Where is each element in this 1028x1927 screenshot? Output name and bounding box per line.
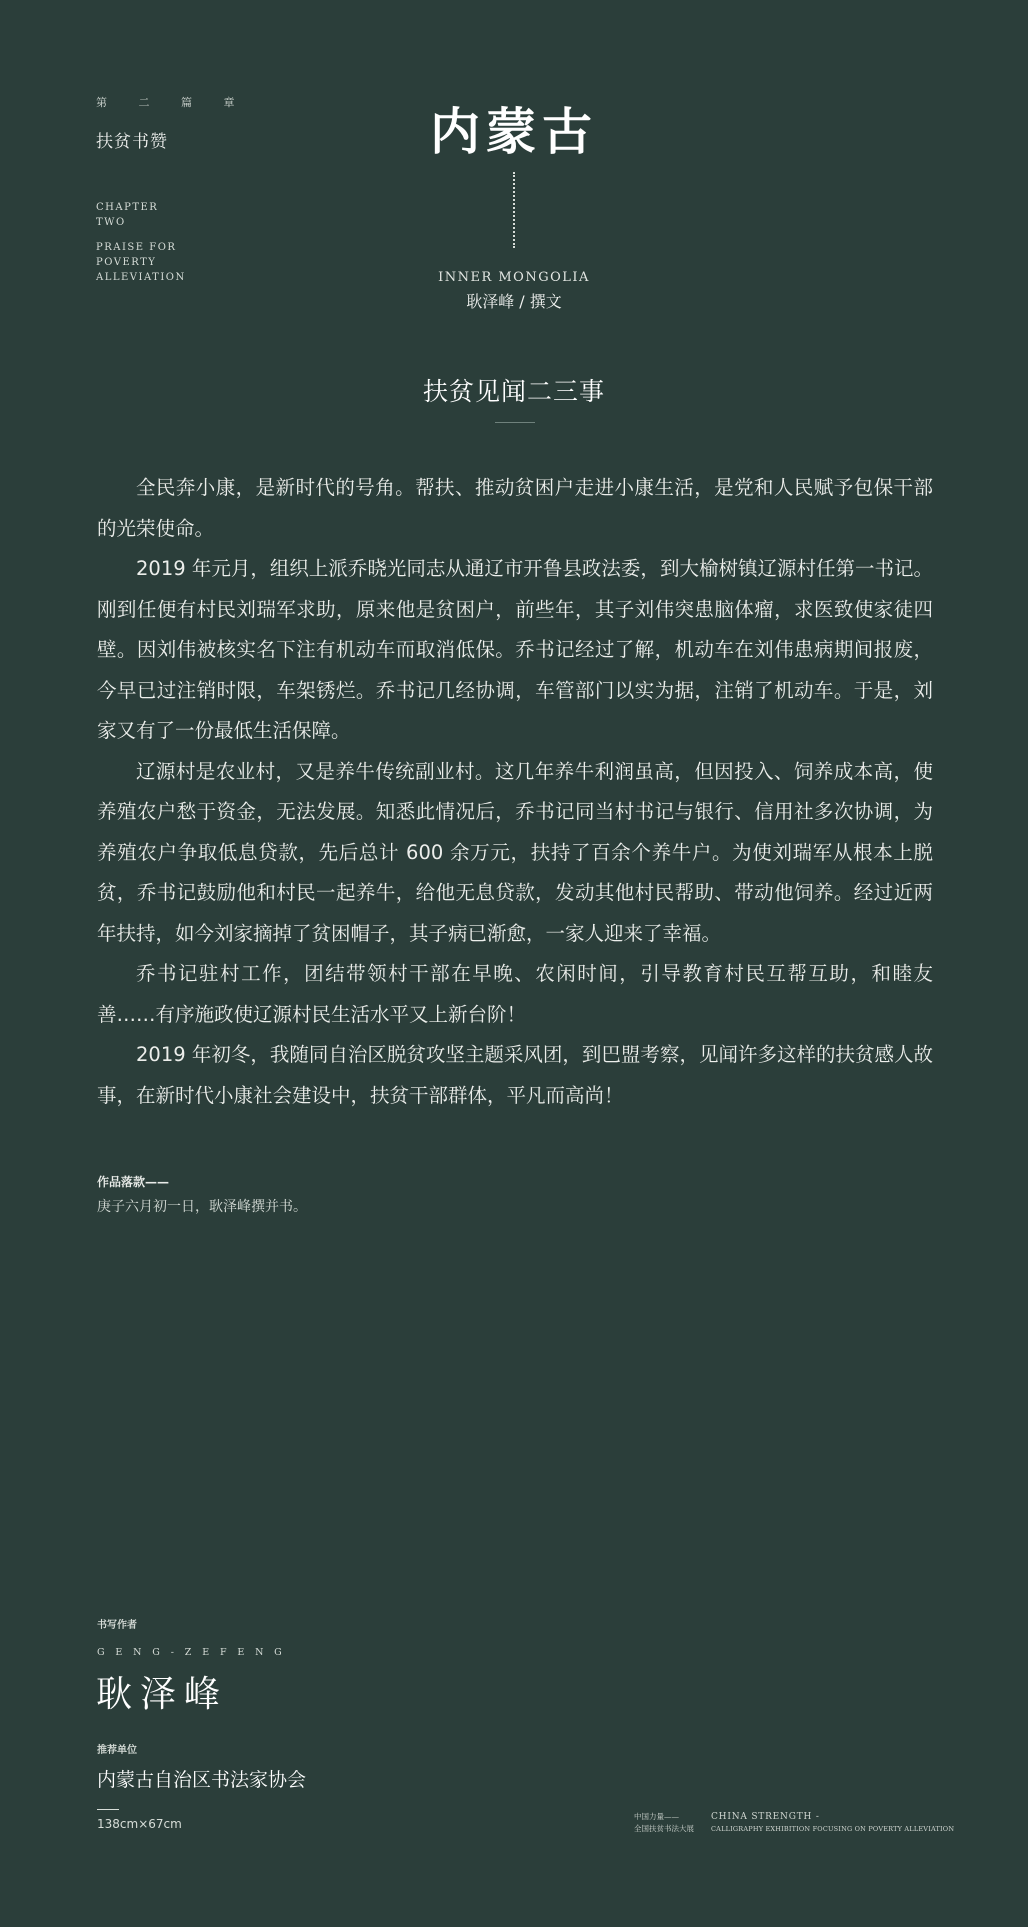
article-paragraph: 2019 年元月，组织上派乔晓光同志从通辽市开鲁县政法委，到大榆树镇辽源村任第一书记。刚到任便有村民刘瑞军求助，原来他是贫困户，前些年，其子刘伟突患脑体瘤，求医致使家徒四壁。因刘伟被核实名下注有机动车而取消低保。乔书记经过了解，机动车在刘伟患病期间报废，今早已过注销时限，车架锈烂。乔书记几经协调，车管部门以实为据，注销了机动车。于是，刘家又有了一份最低生活保障。	[97, 557, 933, 742]
title-divider	[495, 422, 535, 423]
section-title-en-line: PRAISE FOR	[96, 242, 177, 253]
article-body	[97, 468, 933, 1116]
chapter-label-line: TWO	[96, 217, 126, 228]
province-title-en: INNER MONGOLIA	[438, 270, 590, 285]
brand-en-line: CHINA STRENGTH -	[711, 1812, 820, 1822]
article-paragraph: 全民奔小康，是新时代的号角。帮扶、推动贫困户走进小康生活，是党和人民赋予包保干部的光荣使命。	[97, 476, 933, 540]
chapter-number-cn: 第 二 篇 章	[96, 96, 249, 109]
province-title: 内蒙古	[430, 102, 598, 161]
dotted-divider	[513, 172, 515, 248]
article-paragraph: 辽源村是农业村，又是养牛传统副业村。这几年养牛利润虽高，但因投入、饲养成本高，使养殖农户愁于资金，无法发展。知悉此情况后，乔书记同当村书记与银行、信用社多次协调，为养殖农户争取低息贷款，先后总计 600 余万元，扶持了百余个养牛户。为使刘瑞军从根本上脱贫，乔书记鼓励他和村民一起养牛，给他无息贷款，发动其他村民帮助、带动他饲养。经过近两年扶持，如今刘家摘掉了贫困帽子，其子病已渐愈，一家人迎来了幸福。	[97, 759, 933, 945]
size-divider	[97, 1809, 119, 1810]
author-byline: 耿泽峰 / 撰文	[466, 292, 562, 311]
inscription-text: 庚子六月初一日，耿泽峰撰并书。	[97, 1199, 307, 1215]
section-title: 扶贫书赞	[96, 132, 168, 152]
brand-en-line: CALLIGRAPHY EXHIBITION FOCUSING ON POVERTY ALLEVIATION	[711, 1825, 955, 1833]
chapter-label-en	[96, 200, 158, 230]
brand-cn-line: 中国力量——	[634, 1812, 679, 1821]
author-label: 书写作者	[97, 1620, 137, 1631]
article-title: 扶贫见闻二三事	[422, 377, 605, 406]
recommend-label: 推荐单位	[97, 1745, 137, 1756]
author-name: 耿泽峰	[96, 1674, 229, 1715]
exhibition-brand-cn	[634, 1811, 694, 1835]
section-title-en-line: ALLEVIATION	[96, 272, 186, 283]
brand-cn-line: 全国扶贫书法大展	[634, 1824, 694, 1833]
work-size: 138cm×67cm	[97, 1817, 182, 1831]
exhibition-brand-en	[711, 1811, 954, 1835]
article-paragraph: 乔书记驻村工作，团结带领村干部在早晚、农闲时间，引导教育村民互帮互助，和睦友善……有序施政使辽源村民生活水平又上新台阶！	[97, 962, 933, 1026]
article-paragraph: 2019 年初冬，我随同自治区脱贫攻坚主题采风团，到巴盟考察，见闻许多这样的扶贫感人故事，在新时代小康社会建设中，扶贫干部群体，平凡而高尚！	[97, 1043, 933, 1107]
inscription-label: 作品落款——	[97, 1175, 170, 1189]
author-name-en: GENG-ZEFENG	[97, 1647, 293, 1658]
recommend-unit: 内蒙古自治区书法家协会	[97, 1769, 307, 1791]
section-title-en-line: POVERTY	[96, 257, 157, 268]
chapter-label-line: CHAPTER	[96, 202, 159, 213]
